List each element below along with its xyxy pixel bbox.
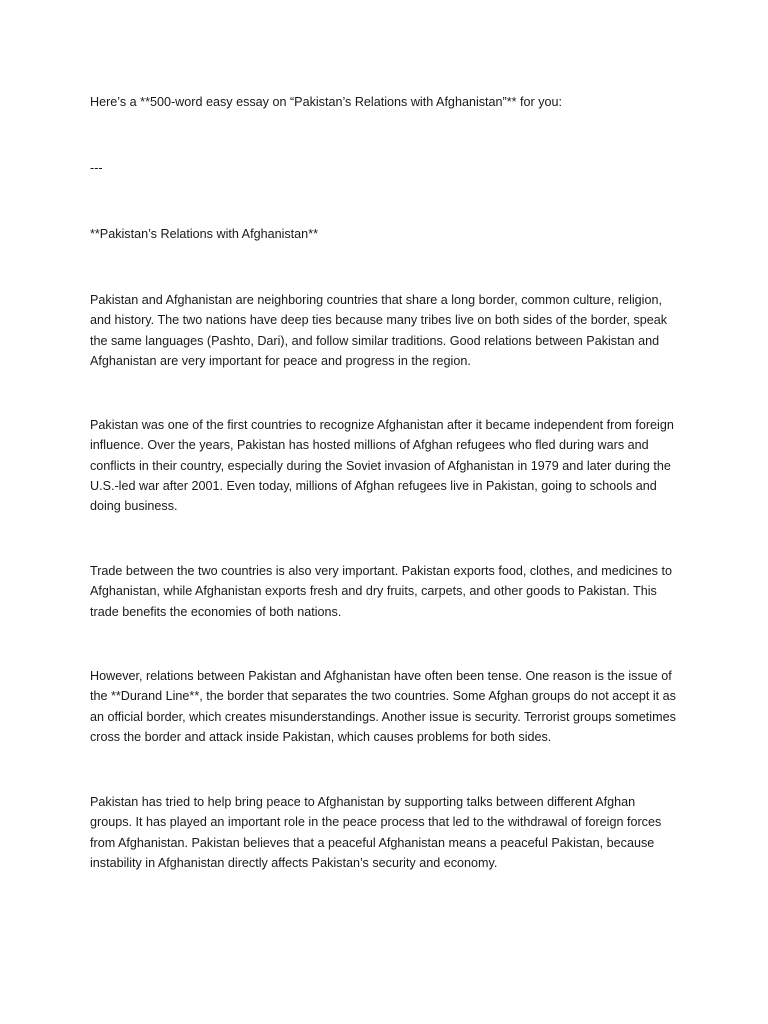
separator-line: --- xyxy=(90,161,103,175)
paragraph-3: Trade between the two countries is also very important. Pakistan exports food, clothes, and medicines to Afghanistan, while Afghanistan exports fresh and dry fruits, carpets, and other goods to Pakistan. This trade benefits the economies of both nations. xyxy=(90,564,672,619)
paragraph-1: Pakistan and Afghanistan are neighboring countries that share a long border, common culture, religion, and history. The two nations have deep ties because many tribes live on both sides of the border, speak the same languages (Pashto, Dari), and follow similar traditions. Good relations between Pakistan and Afghanistan are very important for peace and progress in the region. xyxy=(90,293,668,368)
paragraph-5: Pakistan has tried to help bring peace to Afghanistan by supporting talks between different Afghan groups. It has played an important role in the peace process that led to the withdrawal of foreign forces from Afghanistan. Pakistan believes that a peaceful Afghanistan means a peaceful Pakistan, because instability in Afghanistan directly affects Pakistan’s security and economy. xyxy=(90,795,662,870)
essay-heading: **Pakistan’s Relations with Afghanistan** xyxy=(90,227,318,241)
intro-line: Here’s a **500-word easy essay on “Pakistan’s Relations with Afghanistan”** for you: xyxy=(90,95,563,109)
paragraph-4: However, relations between Pakistan and Afghanistan have often been tense. One reason is the issue of the **Durand Line**, the border that separates the two countries. Some Afghan groups do not accept it as an official border, which creates misunderstandings. Another issue is security. Terrorist groups sometimes cross the border and attack inside Pakistan, which causes problems for both sides. xyxy=(90,669,676,744)
paragraph-2: Pakistan was one of the first countries to recognize Afghanistan after it became independent from foreign influence. Over the years, Pakistan has hosted millions of Afghan refugees who fled during wars and conflicts in their country, especially during the Soviet invasion of Afghanistan in 1979 and later during the U.S.-led war after 2001. Even today, millions of Afghan refugees live in Pakistan, going to schools and doing business. xyxy=(90,418,674,514)
